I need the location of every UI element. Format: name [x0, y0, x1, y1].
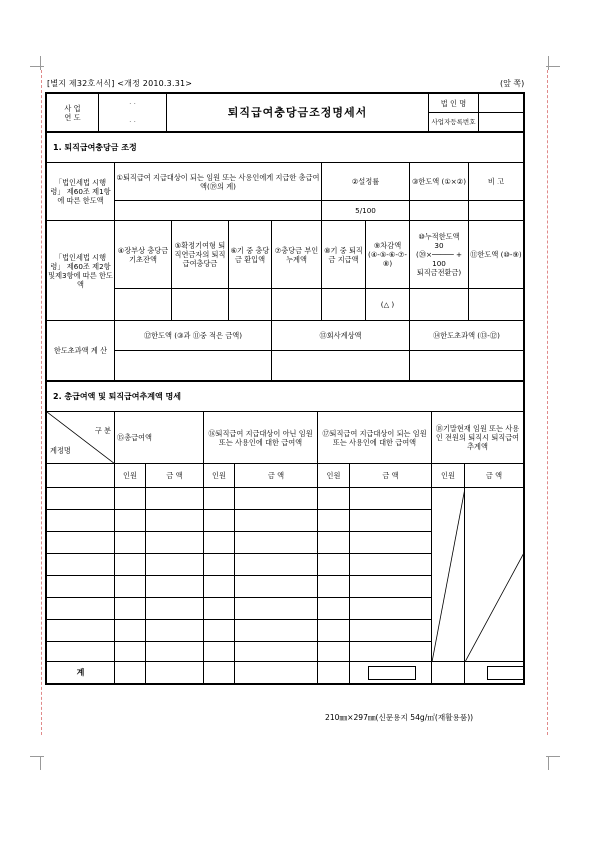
remarks-header: 비 고 — [469, 163, 524, 201]
corp-name-value[interactable] — [479, 94, 524, 113]
data-cell[interactable] — [235, 488, 318, 510]
limit-amount-input[interactable] — [410, 201, 469, 221]
data-cell[interactable] — [146, 532, 204, 554]
company-booked-header: ⑬회사계상액 — [272, 321, 410, 351]
corner-cell — [47, 412, 115, 464]
crop-mark — [548, 56, 549, 70]
data-cell[interactable] — [204, 488, 235, 510]
data-cell[interactable] — [350, 510, 432, 532]
data-cell[interactable] — [350, 598, 432, 620]
total-cell[interactable] — [465, 662, 524, 684]
excess-amount-input[interactable] — [410, 351, 524, 381]
data-cell[interactable] — [204, 576, 235, 598]
paid-retirement-header: ⑧기 중 퇴직금 지급액 — [322, 221, 366, 289]
data-cell[interactable] — [146, 488, 204, 510]
data-cell[interactable] — [204, 510, 235, 532]
corner-diagonal — [47, 412, 115, 464]
data-cell[interactable] — [235, 510, 318, 532]
total-cell[interactable] — [115, 662, 146, 684]
remarks-input[interactable] — [469, 201, 524, 221]
data-cell[interactable] — [115, 488, 146, 510]
account-cell[interactable] — [47, 620, 115, 642]
data-cell[interactable] — [350, 488, 432, 510]
people-header: 인원 — [318, 464, 350, 488]
account-cell[interactable] — [47, 642, 115, 662]
data-cell[interactable] — [115, 510, 146, 532]
estimated-people-blank — [432, 488, 465, 662]
section2-title: 2. 총급여액 및 퇴직급여추계액 명세 — [47, 382, 524, 412]
data-cell[interactable] — [235, 620, 318, 642]
data-cell[interactable] — [115, 554, 146, 576]
people-header: 인원 — [115, 464, 146, 488]
crop-mark — [30, 66, 44, 67]
non-eligible-header: ⑯퇴직급여 지급대상이 아닌 임원 또는 사용인에 대한 급여액 — [204, 412, 318, 464]
data-cell[interactable] — [235, 642, 318, 662]
data-cell[interactable] — [204, 532, 235, 554]
total-salary-col-header: ⑮총급여액 — [115, 412, 204, 464]
data-cell[interactable] — [318, 598, 350, 620]
form-title: 퇴직급여충당금조정명세서 — [167, 94, 429, 132]
data-cell[interactable] — [318, 576, 350, 598]
opening-balance-header: ④장부상 충당금 기초잔액 — [115, 221, 172, 289]
cumulative-limit-input[interactable] — [410, 289, 469, 321]
data-cell[interactable] — [318, 488, 350, 510]
strike-diagonal — [465, 488, 524, 662]
excess-calc-label: 한도초과액 계 산 — [47, 321, 115, 381]
deducted-header: ⑨차감액 (④-⑤-⑥-⑦-⑧) — [366, 221, 410, 289]
account-name-blank — [47, 464, 115, 488]
data-cell[interactable] — [235, 598, 318, 620]
data-cell[interactable] — [115, 576, 146, 598]
total-salary-header: ①퇴직급여 지급대상이 되는 임원 또는 사용인에게 지급한 총급여액(⑲의 계) — [115, 163, 322, 201]
adjustment-form — [45, 92, 525, 685]
data-cell[interactable] — [235, 554, 318, 576]
data-cell[interactable] — [318, 620, 350, 642]
limit-12-header: ⑫한도액 (③과 ⑪중 적은 금액) — [115, 321, 272, 351]
total-cell[interactable] — [432, 662, 465, 684]
estimated-amount-blank — [465, 488, 524, 662]
data-cell[interactable] — [318, 510, 350, 532]
paper-spec: 210㎜×297㎜(신문용지 54g/㎡(재활용품)) — [325, 713, 474, 722]
crop-mark — [548, 756, 549, 770]
cumulative-limit-header: ⑩누적한도액 30 (⑳×───── + 100 퇴직금전환금) — [410, 221, 469, 289]
data-cell[interactable] — [350, 642, 432, 662]
total-label: 계 — [47, 662, 115, 684]
data-cell[interactable] — [318, 554, 350, 576]
deducted-input[interactable]: (△ ) — [366, 289, 410, 321]
data-cell[interactable] — [350, 554, 432, 576]
corner-top-label: 구 분 — [94, 426, 111, 435]
limit-11-input[interactable] — [469, 289, 524, 321]
dc-pension-input[interactable] — [172, 289, 229, 321]
estimated-retirement-header: ⑱기말현재 임원 또는 사용인 전원의 퇴직시 퇴직급여 추계액 — [432, 412, 524, 464]
total-cell[interactable] — [146, 662, 204, 684]
total-box — [368, 666, 416, 680]
data-cell[interactable] — [204, 620, 235, 642]
data-cell[interactable] — [204, 598, 235, 620]
data-cell[interactable] — [115, 598, 146, 620]
total-cell[interactable] — [350, 662, 432, 684]
data-cell[interactable] — [146, 598, 204, 620]
crop-mark — [30, 756, 44, 757]
section1-table — [46, 132, 524, 381]
data-cell[interactable] — [318, 532, 350, 554]
disallowed-header: ⑦충당금 부인누계액 — [272, 221, 322, 289]
account-cell[interactable] — [47, 554, 115, 576]
setting-rate-header: ②설정률 — [322, 163, 410, 201]
data-cell[interactable] — [146, 642, 204, 662]
limit-amount-header: ③한도액 (①×②) — [410, 163, 469, 201]
title-table — [46, 93, 524, 132]
account-cell[interactable] — [47, 488, 115, 510]
data-cell[interactable] — [146, 620, 204, 642]
setting-rate-value: 5/100 — [322, 201, 410, 221]
biz-reg-no-label: 사업자등록번호 — [429, 113, 479, 132]
total-cell[interactable] — [318, 662, 350, 684]
data-cell[interactable] — [350, 576, 432, 598]
business-year-value[interactable]: · · · · — [99, 94, 167, 132]
account-cell[interactable] — [47, 598, 115, 620]
statutory-limit-label: 「법인세법 시행령」 제60조 제1항에 따른 한도액 — [47, 163, 115, 221]
limit-12-input[interactable] — [115, 351, 272, 381]
total-cell[interactable] — [235, 662, 318, 684]
dc-pension-header: ⑤확정기여형 퇴직연금자의 퇴직급여충당금 — [172, 221, 229, 289]
limit-11-header: ⑪한도액 (⑩-⑨) — [469, 221, 524, 289]
account-cell[interactable] — [47, 576, 115, 598]
crop-mark — [40, 56, 41, 70]
amount-header: 금 액 — [146, 464, 204, 488]
form-number: [별지 제32호서식] <개정 2010.3.31> — [47, 79, 193, 88]
reversal-header: ⑥기 중 충당금 환입액 — [229, 221, 272, 289]
page-side: (앞 쪽) — [500, 79, 525, 88]
business-year-label: 사 업 연 도 — [47, 94, 99, 132]
account-cell[interactable] — [47, 532, 115, 554]
amount-header: 금 액 — [465, 464, 524, 488]
paid-retirement-input[interactable] — [322, 289, 366, 321]
data-cell[interactable] — [350, 620, 432, 642]
strike-diagonal — [432, 488, 465, 662]
reversal-input[interactable] — [229, 289, 272, 321]
total-box — [487, 666, 524, 680]
account-cell[interactable] — [47, 510, 115, 532]
disallowed-input[interactable] — [272, 289, 322, 321]
data-cell[interactable] — [350, 532, 432, 554]
section1-title: 1. 퇴직급여충당금 조정 — [47, 133, 524, 163]
data-cell[interactable] — [146, 554, 204, 576]
table-row — [47, 488, 524, 510]
total-row — [47, 662, 524, 684]
total-cell[interactable] — [204, 662, 235, 684]
people-header: 인원 — [432, 464, 465, 488]
corp-name-label: 법 인 명 — [429, 94, 479, 113]
additional-limit-label: 「법인세법 시행령」 제60조 제2항및제3항에 따른 한도액 — [47, 221, 115, 321]
data-cell[interactable] — [318, 642, 350, 662]
amount-header: 금 액 — [235, 464, 318, 488]
crop-mark — [546, 66, 560, 67]
crop-mark — [40, 756, 41, 770]
excess-amount-header: ⑭한도초과액 (⑬-⑫) — [410, 321, 524, 351]
data-cell[interactable] — [204, 642, 235, 662]
people-header: 인원 — [204, 464, 235, 488]
data-cell[interactable] — [235, 576, 318, 598]
total-salary-input[interactable] — [115, 201, 322, 221]
amount-header: 금 액 — [350, 464, 432, 488]
opening-balance-input[interactable] — [115, 289, 172, 321]
data-cell[interactable] — [146, 576, 204, 598]
data-cell[interactable] — [115, 620, 146, 642]
eligible-header: ⑰퇴직급여 지급대상이 되는 임원 또는 사용인에 대한 급여액 — [318, 412, 432, 464]
company-booked-input[interactable] — [272, 351, 410, 381]
data-cell[interactable] — [204, 554, 235, 576]
biz-reg-no-value[interactable] — [479, 113, 524, 132]
crop-mark — [546, 756, 560, 757]
section2-table — [46, 381, 524, 684]
corner-bottom-label: 계정명 — [50, 446, 71, 455]
data-cell[interactable] — [235, 532, 318, 554]
data-cell[interactable] — [146, 510, 204, 532]
data-cell[interactable] — [115, 642, 146, 662]
data-cell[interactable] — [115, 532, 146, 554]
